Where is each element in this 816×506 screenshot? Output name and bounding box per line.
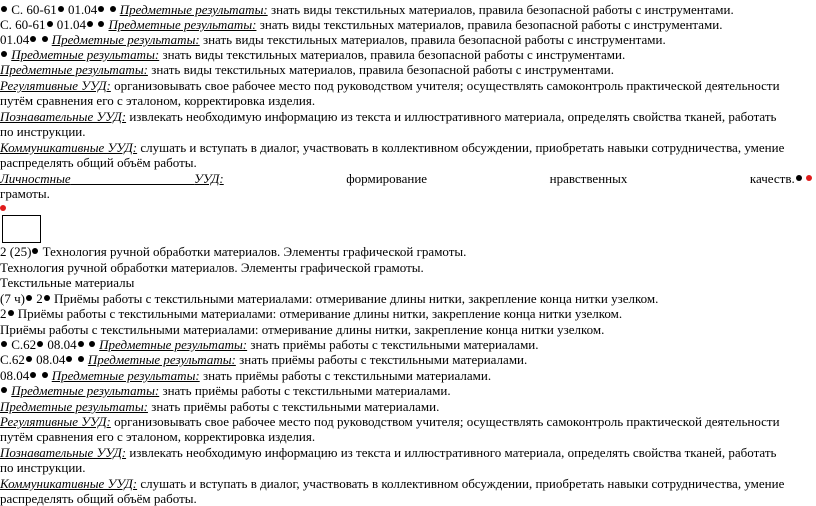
regulatory-line-2b [0, 429, 812, 444]
personal-word: формирование [346, 171, 428, 186]
subject-results-text: знать приёмы работы с текстильными материалами. [151, 399, 440, 414]
topic-line [0, 275, 812, 290]
subject-results-label: Предметные результаты: [87, 352, 236, 367]
cognitive-line-1b [0, 445, 812, 460]
bullet-icon [98, 6, 104, 12]
subject-results-label: Предметные результаты: [51, 32, 200, 47]
subject-results-label: Предметные результаты: [0, 399, 148, 414]
communicative-text: распределять общий объём работы. [0, 491, 197, 506]
line-1 [0, 2, 812, 17]
bullet-icon [30, 36, 36, 42]
personal-word: нравственных [549, 171, 628, 186]
cognitive-label: Познавательные УУД: [0, 109, 127, 124]
personal-text-end: грамоты. [0, 186, 50, 201]
red-marker-icon [0, 205, 6, 211]
red-marker-line [0, 201, 812, 216]
line-5 [0, 62, 812, 77]
lesson-title: Технология ручной обработки материалов. Элементы графической грамоты. [0, 260, 424, 275]
bullet-icon [58, 6, 64, 12]
regulatory-line-1b [0, 414, 812, 429]
personal-label: Личностные УУД: [0, 171, 224, 186]
cognitive-text: извлекать необходимую информацию из текста и иллюстративного материала, определять свойства тканей, работать [129, 109, 777, 124]
subject-results-text: знать приёмы работы с текстильными материалами. [250, 337, 539, 352]
personal-line [0, 171, 812, 186]
regulatory-label: Регулятивные УУД: [0, 78, 111, 93]
cognitive-text: по инструкции. [0, 124, 86, 139]
work-text: Приёмы работы с текстильными материалами: отмеривание длины нитки, закрепление конца нитки узелком. [53, 291, 659, 306]
cognitive-line-2 [0, 124, 812, 139]
regulatory-line-2 [0, 93, 812, 108]
regulatory-text: организовывать свое рабочее место под руководством учителя; осуществлять самоконтроль практической деятельности [114, 78, 780, 93]
cognitive-line-2b [0, 460, 812, 475]
subject-results-text: знать виды текстильных материалов, правила безопасной работы с инструментами. [151, 62, 614, 77]
subject-results-label: Предметные результаты: [108, 17, 257, 32]
bullet-icon [66, 356, 72, 362]
date: 08.04 [0, 368, 30, 383]
cognitive-line-1 [0, 109, 812, 124]
personal-line-2 [0, 186, 812, 201]
date: 01.04 [0, 32, 30, 47]
communicative-line-1 [0, 140, 812, 155]
work-text: Приёмы работы с текстильными материалами: отмеривание длины нитки, закрепление конца нитки узелком. [0, 322, 605, 337]
page-ref: С. 60-61 [0, 17, 46, 32]
lesson-count: 2 [0, 306, 7, 321]
bullet-icon [110, 6, 116, 12]
bullet-icon [37, 341, 43, 347]
subject-results-text: знать виды текстильных материалов, правила безопасной работы с инструментами. [162, 47, 626, 62]
red-marker-icon [806, 175, 812, 181]
communicative-label: Коммуникативные УУД: [0, 476, 138, 491]
page-line-3 [0, 368, 812, 383]
date: 08.04 [36, 352, 66, 367]
page-ref: С. 60-61 [11, 2, 57, 17]
bullet-icon [42, 372, 48, 378]
bullet-icon [26, 356, 32, 362]
page-line-5 [0, 399, 812, 414]
topic-title: Текстильные материалы [0, 275, 135, 290]
line-2 [0, 17, 812, 32]
regulatory-text: организовывать свое рабочее место под руководством учителя; осуществлять самоконтроль практической деятельности [114, 414, 780, 429]
subject-results-text: знать виды текстильных материалов, правила безопасной работы с инструментами. [259, 17, 723, 32]
bullet-icon [8, 310, 14, 316]
lesson-line-1 [0, 244, 812, 259]
cognitive-text: по инструкции. [0, 460, 86, 475]
page-line-2 [0, 352, 812, 367]
date: 01.04 [56, 17, 86, 32]
work-text: Приёмы работы с текстильными материалами: отмеривание длины нитки, закрепление конца нитки узелком. [17, 306, 623, 321]
work-line-1 [0, 291, 812, 306]
page-line-1 [0, 337, 812, 352]
bullet-icon [26, 295, 32, 301]
subject-results-label: Предметные результаты: [51, 368, 200, 383]
regulatory-text: путём сравнения его с эталоном, корректировка изделия. [0, 93, 316, 108]
work-line-3 [0, 322, 812, 337]
communicative-text: слушать и вступать в диалог, участвовать в коллективном обсуждении, приобретать навыки сотрудничества, умение [140, 140, 785, 155]
cognitive-text: извлекать необходимую информацию из текста и иллюстративного материала, определять свойства тканей, работать [129, 445, 777, 460]
empty-cell-box [2, 215, 41, 243]
subject-results-label: Предметные результаты: [99, 337, 248, 352]
page-line-4 [0, 383, 812, 398]
communicative-line-1b [0, 476, 812, 491]
line-3 [0, 32, 812, 47]
bullet-icon [1, 51, 7, 57]
bullet-icon [78, 341, 84, 347]
regulatory-line-1 [0, 78, 812, 93]
subject-results-text: знать приёмы работы с текстильными материалами. [202, 368, 492, 383]
lesson-title: Технология ручной обработки материалов. Элементы графической грамоты. [42, 244, 467, 259]
cognitive-label: Познавательные УУД: [0, 445, 127, 460]
bullet-icon [30, 372, 36, 378]
subject-results-text: знать виды текстильных материалов, правила безопасной работы с инструментами. [270, 2, 734, 17]
work-line-2 [0, 306, 812, 321]
communicative-text: распределять общий объём работы. [0, 155, 197, 170]
regulatory-text: путём сравнения его с эталоном, корректировка изделия. [0, 429, 316, 444]
bullet-icon [32, 248, 38, 254]
subject-results-text: знать приёмы работы с текстильными материалами. [239, 352, 528, 367]
line-4 [0, 47, 812, 62]
bullet-icon [1, 341, 7, 347]
communicative-line-2 [0, 155, 812, 170]
subject-results-label: Предметные результаты: [11, 47, 160, 62]
bullet-icon [44, 295, 50, 301]
bullet-icon [87, 21, 93, 27]
date: 08.04 [47, 337, 77, 352]
lesson-number: 2 (25) [0, 244, 32, 259]
bullet-icon [78, 356, 84, 362]
regulatory-label: Регулятивные УУД: [0, 414, 111, 429]
personal-word-end: качеств. [750, 171, 812, 186]
subject-results-label: Предметные результаты: [0, 62, 148, 77]
page-ref: С.62 [0, 352, 25, 367]
subject-results-text: знать приёмы работы с текстильными материалами. [162, 383, 451, 398]
date: 01.04 [68, 2, 98, 17]
hours: (7 ч) [0, 291, 25, 306]
subject-results-label: Предметные результаты: [119, 2, 268, 17]
bullet-icon [796, 175, 802, 181]
communicative-text: слушать и вступать в диалог, участвовать в коллективном обсуждении, приобретать навыки сотрудничества, умение [140, 476, 785, 491]
lesson-line-2 [0, 260, 812, 275]
bullet-icon [89, 341, 95, 347]
page-ref: С.62 [11, 337, 37, 352]
lesson-count: 2 [36, 291, 43, 306]
bullet-icon [1, 6, 7, 12]
communicative-line-2b [0, 491, 812, 506]
bullet-icon [42, 36, 48, 42]
communicative-label: Коммуникативные УУД: [0, 140, 138, 155]
subject-results-text: знать виды текстильных материалов, правила безопасной работы с инструментами. [202, 32, 666, 47]
bullet-icon [47, 21, 53, 27]
subject-results-label: Предметные результаты: [11, 383, 160, 398]
bullet-icon [98, 21, 104, 27]
bullet-icon [1, 387, 7, 393]
